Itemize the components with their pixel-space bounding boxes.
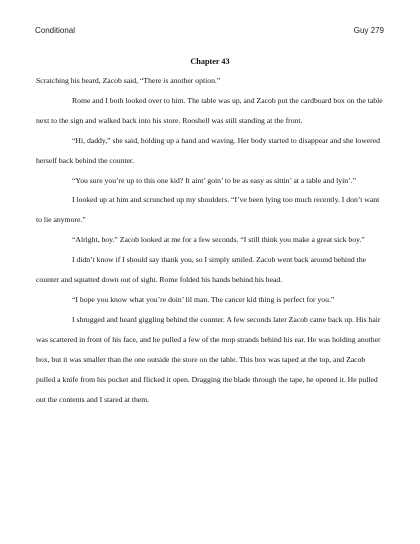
running-header-title: Conditional xyxy=(35,26,76,35)
paragraph-1-emphasis: is xyxy=(163,76,169,85)
paragraph-1 xyxy=(36,71,386,91)
paragraph-2: Rome and I both looked over to him. The table was up, and Zacob put the cardboard box on the table next to the sign and walked back into his store. Rooshell was still standing at the front. xyxy=(36,95,383,125)
paragraph-6: “Alright, boy.” Zacob looked at me for a few seconds. “I still think you make a great sick boy.” xyxy=(72,235,365,245)
paragraph-8: “I hope you know what you’re doin’ lil man. The cancer kid thing is perfect for you.” xyxy=(72,294,335,304)
paragraph-4: “You sure you’re up to this one kid? It aint’ goin’ to be as easy as sittin’ at a table and lyin’.” xyxy=(72,175,357,185)
paragraph-5: I looked up at him and scrunched up my shoulders. “I’ve been lying too much recently. I don’t want to lie anymore.” xyxy=(36,195,380,225)
paragraph-7: I didn’t know if I should say thank you, so I simply smiled. Zacob went back around behind the counter and squatted down out of sight. Rome folded his hands behind his head. xyxy=(36,255,367,285)
paragraph-1-text-before: Scratching his beard, Zacob said, “There xyxy=(36,76,164,85)
paragraph-3: “Hi, daddy,” she said, holding up a hand and waving. Her body started to disappear and she lowered herself back behind the counter. xyxy=(36,135,380,165)
chapter-title: Chapter 43 xyxy=(190,57,230,66)
paragraph-1-text-after: another option.” xyxy=(168,76,221,85)
chapter-body xyxy=(36,71,386,409)
running-header-page-number: Guy 279 xyxy=(353,26,384,35)
paragraph-9: I shrugged and heard giggling behind the counter. A few seconds later Zacob came back up. His hair was scattered in front of his face, and he pulled a few of the mop strands behind his ear. He was holding another box, but it was smaller than the one outside the store on the table. This box was taped at the top, and Zacob pulled a knife from his pocket and flicked it open. Dragging the blade through the tape, he opened it. He pulled out the contents and I stared at them. xyxy=(36,314,381,404)
